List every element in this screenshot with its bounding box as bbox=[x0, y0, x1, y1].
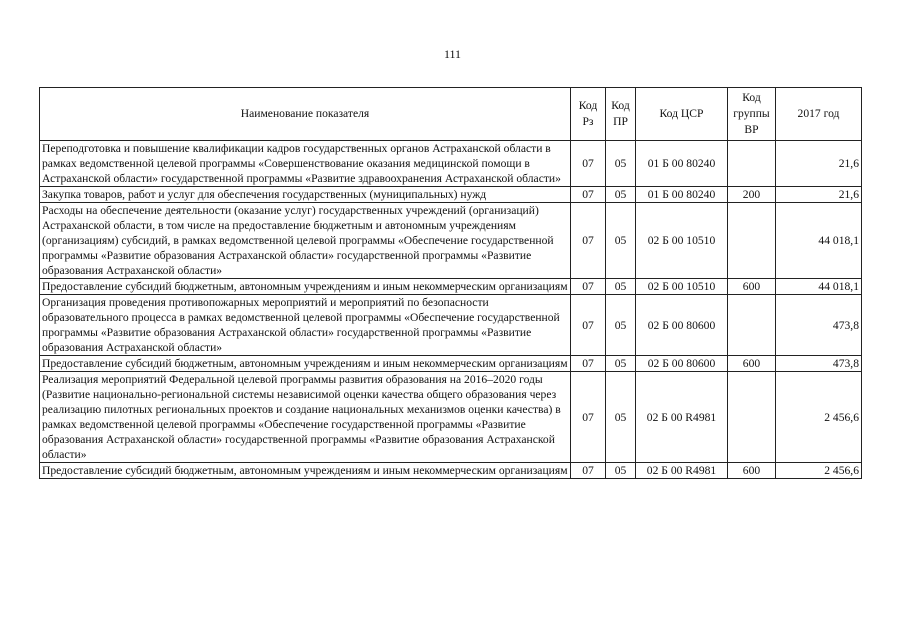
row-csr: 02 Б 00 10510 bbox=[636, 279, 728, 295]
table-row bbox=[40, 203, 862, 279]
row-vr: 600 bbox=[728, 356, 776, 372]
row-amount: 2 456,6 bbox=[776, 372, 862, 463]
row-vr bbox=[728, 295, 776, 356]
table-row bbox=[40, 279, 862, 295]
row-amount: 2 456,6 bbox=[776, 463, 862, 479]
row-pr: 05 bbox=[606, 356, 636, 372]
table-row bbox=[40, 372, 862, 463]
table-header-row bbox=[40, 88, 862, 141]
header-pr: Код ПР bbox=[606, 88, 636, 141]
row-rz: 07 bbox=[571, 141, 606, 187]
table-row bbox=[40, 187, 862, 203]
row-rz: 07 bbox=[571, 203, 606, 279]
header-rz: Код Рз bbox=[571, 88, 606, 141]
row-csr: 02 Б 00 10510 bbox=[636, 203, 728, 279]
header-year: 2017 год bbox=[776, 88, 862, 141]
row-pr: 05 bbox=[606, 295, 636, 356]
row-csr: 01 Б 00 80240 bbox=[636, 141, 728, 187]
row-pr: 05 bbox=[606, 463, 636, 479]
row-pr: 05 bbox=[606, 187, 636, 203]
row-name: Переподготовка и повышение квалификации кадров государственных органов Астраханской области в рамках ведомственной целевой программы «Совершенствование оказания медицинской помощи в Астраханской области» государственной программы «Развитие здравоохранения Астраханской области» bbox=[40, 141, 571, 187]
budget-table bbox=[39, 87, 862, 479]
header-vr: Код группы ВР bbox=[728, 88, 776, 141]
row-rz: 07 bbox=[571, 187, 606, 203]
row-rz: 07 bbox=[571, 372, 606, 463]
table-row bbox=[40, 141, 862, 187]
row-amount: 21,6 bbox=[776, 141, 862, 187]
row-vr: 600 bbox=[728, 463, 776, 479]
header-name: Наименование показателя bbox=[40, 88, 571, 141]
row-vr: 600 bbox=[728, 279, 776, 295]
row-name: Расходы на обеспечение деятельности (оказание услуг) государственных учреждений (организаций) Астраханской области, в том числе на предоставление бюджетным и автономным учреждениям (организациям) субсидий, в рамках ведомственной целевой программы «Обеспечение государственной программы «Развитие образования Астраханской области» государственной программы «Развитие образования Астраханской области» bbox=[40, 203, 571, 279]
row-csr: 02 Б 00 80600 bbox=[636, 295, 728, 356]
row-name: Предоставление субсидий бюджетным, автономным учреждениям и иным некоммерческим организациям bbox=[40, 279, 571, 295]
row-vr bbox=[728, 372, 776, 463]
row-vr bbox=[728, 203, 776, 279]
row-vr: 200 bbox=[728, 187, 776, 203]
header-csr: Код ЦСР bbox=[636, 88, 728, 141]
row-pr: 05 bbox=[606, 372, 636, 463]
row-pr: 05 bbox=[606, 203, 636, 279]
table-row bbox=[40, 463, 862, 479]
row-pr: 05 bbox=[606, 141, 636, 187]
row-csr: 01 Б 00 80240 bbox=[636, 187, 728, 203]
table-row bbox=[40, 356, 862, 372]
page-number: 111 bbox=[443, 47, 462, 61]
row-name: Реализация мероприятий Федеральной целевой программы развития образования на 2016–2020 годы (Развитие национально-региональной системы независимой оценки качества общего образования через реализацию пилотных региональных проектов и создание национальных механизмов оценки качества) в рамках ведомственной целевой программы «Обеспечение государственной программы «Развитие образования Астраханской области» государственной программы «Развитие образования Астраханской области» bbox=[40, 372, 571, 463]
row-pr: 05 bbox=[606, 279, 636, 295]
row-rz: 07 bbox=[571, 295, 606, 356]
table-row bbox=[40, 295, 862, 356]
row-name: Предоставление субсидий бюджетным, автономным учреждениям и иным некоммерческим организациям bbox=[40, 463, 571, 479]
row-amount: 44 018,1 bbox=[776, 279, 862, 295]
row-vr bbox=[728, 141, 776, 187]
row-csr: 02 Б 00 R4981 bbox=[636, 463, 728, 479]
row-name: Закупка товаров, работ и услуг для обеспечения государственных (муниципальных) нужд bbox=[40, 187, 571, 203]
row-rz: 07 bbox=[571, 463, 606, 479]
row-csr: 02 Б 00 80600 bbox=[636, 356, 728, 372]
row-rz: 07 bbox=[571, 356, 606, 372]
row-amount: 473,8 bbox=[776, 356, 862, 372]
row-rz: 07 bbox=[571, 279, 606, 295]
row-name: Организация проведения противопожарных мероприятий и мероприятий по безопасности образовательного процесса в рамках ведомственной целевой программы «Обеспечение государственной программы «Развитие образования Астраханской области» государственной программы «Развитие образования Астраханской области» bbox=[40, 295, 571, 356]
row-amount: 44 018,1 bbox=[776, 203, 862, 279]
row-amount: 21,6 bbox=[776, 187, 862, 203]
row-amount: 473,8 bbox=[776, 295, 862, 356]
row-name: Предоставление субсидий бюджетным, автономным учреждениям и иным некоммерческим организациям bbox=[40, 356, 571, 372]
row-csr: 02 Б 00 R4981 bbox=[636, 372, 728, 463]
